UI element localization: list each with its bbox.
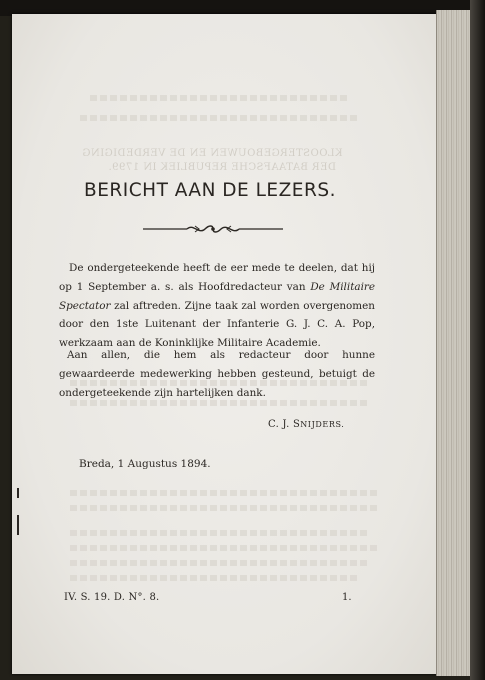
signature-initials: C. J. S bbox=[268, 419, 301, 430]
title-ornament-divider bbox=[143, 222, 283, 236]
page-title: BERICHT AAN DE LEZERS. bbox=[84, 180, 336, 201]
show-through-texture bbox=[70, 545, 380, 551]
show-through-line: DER BATAAFSCHE REPUBLIEK IN 1799. bbox=[108, 162, 336, 173]
signature bbox=[268, 419, 344, 430]
show-through-texture bbox=[70, 490, 380, 496]
show-through-texture bbox=[70, 530, 370, 536]
place-and-date: Breda, 1 Augustus 1894. bbox=[79, 458, 211, 470]
announcement-paragraph bbox=[59, 259, 375, 353]
show-through-texture bbox=[70, 575, 360, 581]
journal-name: De Militaire Spectator bbox=[59, 280, 376, 312]
margin-mark bbox=[17, 488, 19, 498]
show-through-line: KLOOSTERGEBOUWEN EN DE VERDEDIGING bbox=[82, 148, 343, 159]
show-through-texture bbox=[80, 115, 360, 121]
binding-shadow bbox=[470, 0, 485, 680]
signature-surname: NIJDERS. bbox=[300, 420, 345, 429]
page-number: 1. bbox=[342, 592, 352, 603]
show-through-texture bbox=[90, 95, 350, 101]
margin-mark bbox=[17, 515, 19, 535]
thanks-paragraph: Aan allen, die hem als redacteur door hunne gewaardeerde medewerking hebben gesteund, betuigt de ondergeteekende zijn hartelijken dank. bbox=[59, 349, 375, 399]
paragraph-intro-text: De ondergeteekende heeft de eer mede te deelen, dat hij op 1 September a. s. als Hoofdredacteur van bbox=[59, 262, 375, 293]
show-through-texture bbox=[70, 560, 370, 566]
printer-signature-mark: IV. S. 19. D. N°. 8. bbox=[64, 592, 160, 603]
show-through-texture bbox=[70, 505, 380, 511]
paragraph-rest-text: zal aftreden. Zijne taak zal worden overgenomen door den 1ste Luitenant der Infanterie G. J. C. A. Pop, werkzaam aan de Koninklijke Militaire Academie. bbox=[59, 299, 375, 350]
